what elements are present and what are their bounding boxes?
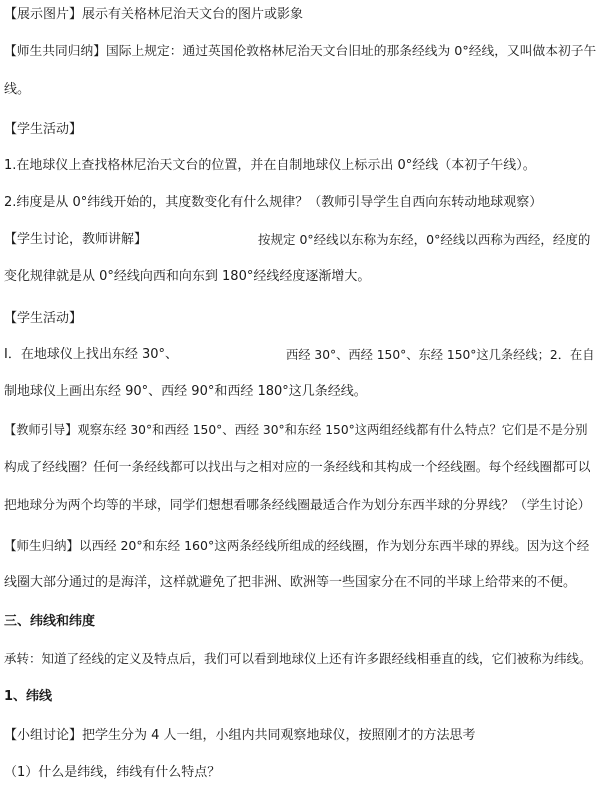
text-line-12: 【教师引导】观察东经 30°和西经 150°、西经 30°和东经 150°这两组经线都有什么特点？它们是不是分别	[4, 423, 588, 437]
text-line-8: 变化规律就是从 0°经线向西和向东到 180°经线经度逐渐增大。	[4, 269, 371, 284]
text-line-18: 承转：知道了经线的定义及特点后，我们可以看到地球仪上还有许多跟经线相垂直的线，它们被称为纬线。	[4, 651, 592, 666]
text-line-13: 构成了经线圈？任何一条经线都可以找出与之相对应的一条经线和其构成一个经线圈。每个经线圈都可以	[4, 460, 591, 475]
subsection-heading-1: 1、纬线	[4, 689, 53, 704]
section-heading-3: 三、纬线和纬度	[4, 614, 96, 629]
text-line-5: 1.在地球仪上查找格林尼治天文台的位置，并在自制地球仪上标示出 0°经线（本初子午线）。	[4, 158, 536, 173]
text-line-10b: 西经 30°、西经 150°、东经 150°这几条经线；2．在自	[286, 348, 595, 362]
text-line-2: 【师生共同归纳】国际上规定：通过英国伦敦格林尼治天文台旧址的那条经线为 0°经线，又叫做本初子午	[4, 44, 597, 59]
text-line-14: 把地球分为两个均等的半球，同学们想想看哪条经线圈最适合作为划分东西半球的分界线？（学生讨论）	[4, 498, 591, 513]
text-line-10: Ⅰ．在地球仪上找出东经 30°、	[4, 347, 179, 362]
text-line-1: 【展示图片】展示有关格林尼治天文台的图片或影象	[4, 7, 304, 22]
text-line-11: 制地球仪上画出东经 90°、西经 90°和西经 180°这几条经线。	[4, 384, 367, 399]
text-line-16: 线圈大部分通过的是海洋，这样就避免了把非洲、欧洲等一些国家分在不同的半球上给带来的不便。	[4, 575, 577, 590]
section-label-discussion: 【学生讨论，教师讲解】	[4, 232, 148, 247]
section-label-student-activity: 【学生活动】	[4, 122, 83, 137]
text-line-6: 2.纬度是从 0°纬线开始的，其度数变化有什么规律？（教师引导学生自西向东转动地球观察）	[4, 195, 543, 210]
text-line-21: （1）什么是纬线，纬线有什么特点？	[4, 765, 221, 780]
text-line-20: 【小组讨论】把学生分为 4 人一组，小组内共同观察地球仪，按照刚才的方法思考	[4, 728, 476, 743]
text-line-15: 【师生归纳】以西经 20°和东经 160°这两条经线所组成的经线圈，作为划分东西半球的界线。因为这个经	[4, 538, 590, 553]
text-line-7b: 按规定 0°经线以东称为东经，0°经线以西称为西经，经度的	[258, 232, 591, 247]
text-line-3: 线。	[4, 82, 31, 97]
section-label-student-activity-2: 【学生活动】	[4, 311, 83, 326]
